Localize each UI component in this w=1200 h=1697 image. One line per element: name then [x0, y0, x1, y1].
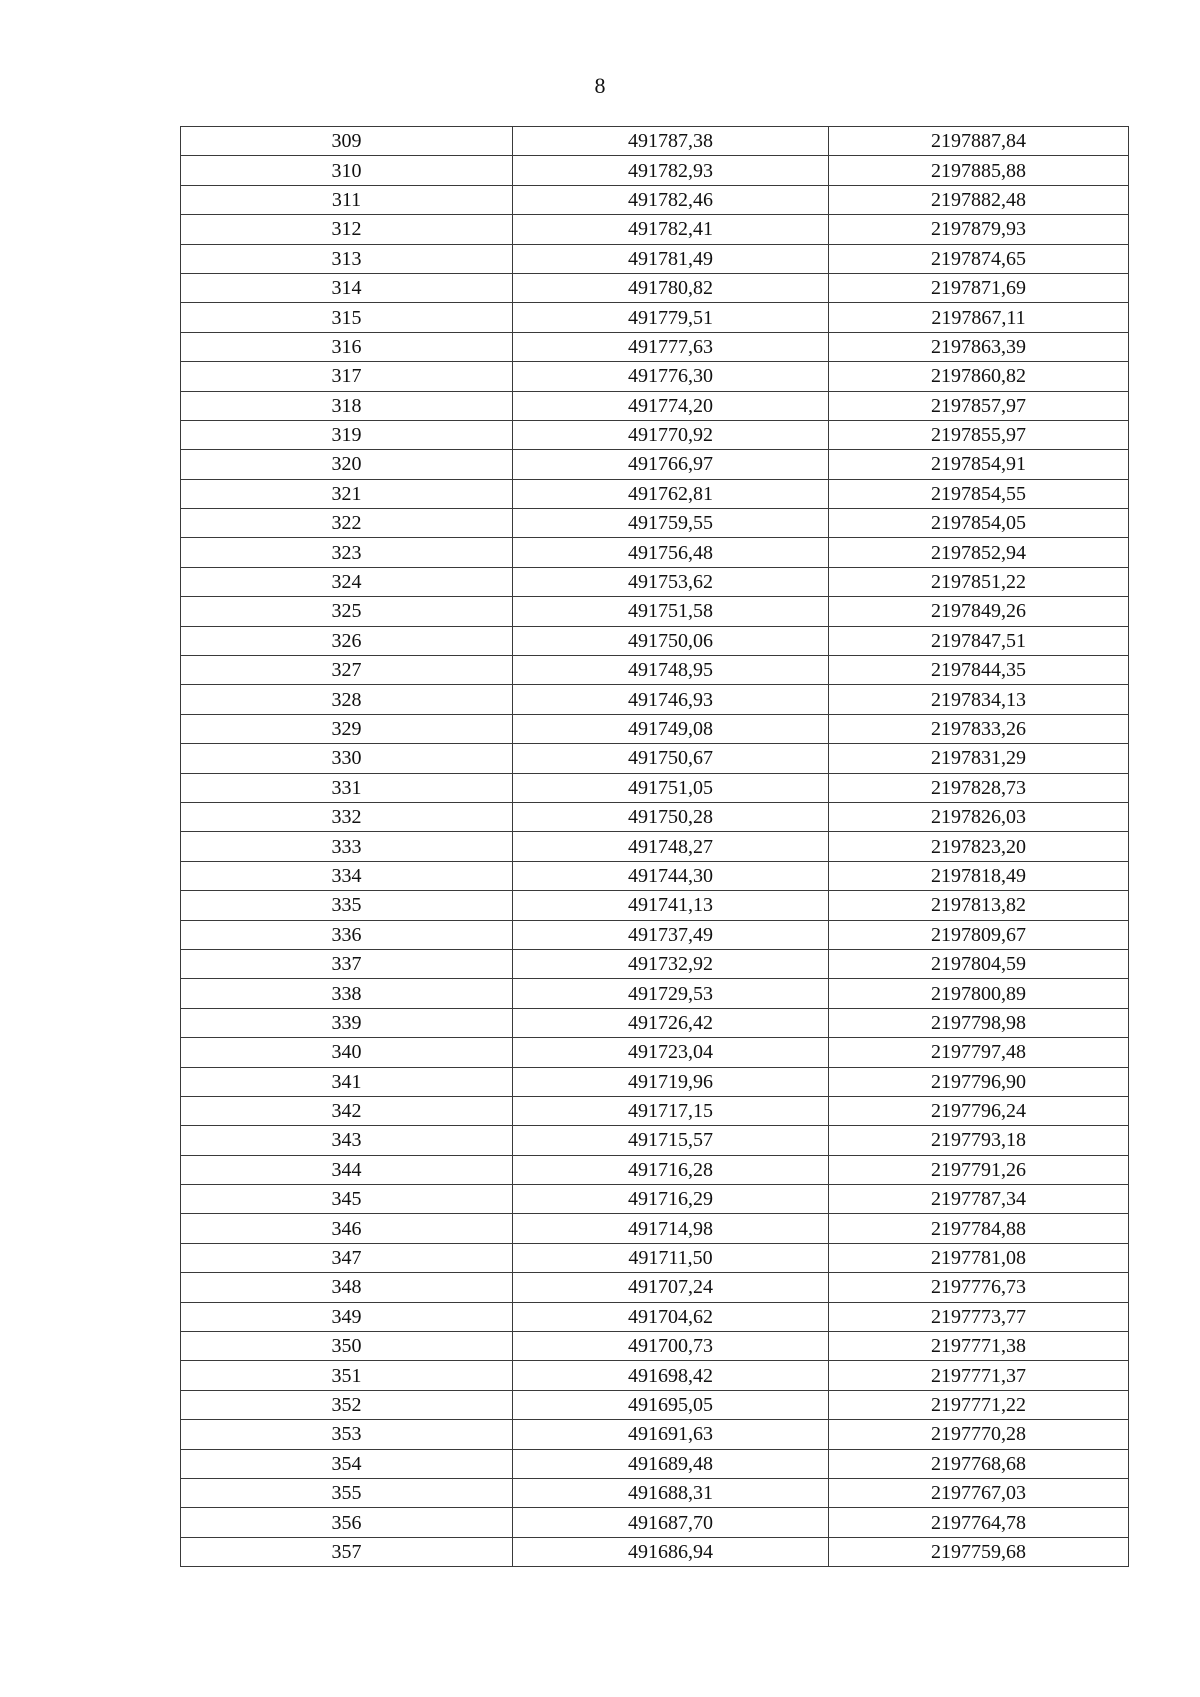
x-coordinate-cell: 491779,51 [513, 303, 829, 332]
x-coordinate-cell: 491759,55 [513, 509, 829, 538]
y-coordinate-cell: 2197767,03 [829, 1478, 1129, 1507]
point-number-cell: 324 [181, 567, 513, 596]
y-coordinate-cell: 2197809,67 [829, 920, 1129, 949]
x-coordinate-cell: 491782,41 [513, 215, 829, 244]
x-coordinate-cell: 491748,95 [513, 656, 829, 685]
point-number-cell: 326 [181, 626, 513, 655]
table-row [181, 1214, 1129, 1243]
x-coordinate-cell: 491686,94 [513, 1537, 829, 1566]
x-coordinate-cell: 491688,31 [513, 1478, 829, 1507]
x-coordinate-cell: 491707,24 [513, 1273, 829, 1302]
point-number-cell: 353 [181, 1420, 513, 1449]
x-coordinate-cell: 491726,42 [513, 1008, 829, 1037]
y-coordinate-cell: 2197823,20 [829, 832, 1129, 861]
point-number-cell: 334 [181, 861, 513, 890]
table-row [181, 626, 1129, 655]
table-row [181, 1390, 1129, 1419]
y-coordinate-cell: 2197860,82 [829, 362, 1129, 391]
table-row [181, 1096, 1129, 1125]
x-coordinate-cell: 491716,29 [513, 1185, 829, 1214]
x-coordinate-cell: 491753,62 [513, 567, 829, 596]
table-row [181, 656, 1129, 685]
y-coordinate-cell: 2197833,26 [829, 714, 1129, 743]
y-coordinate-cell: 2197773,77 [829, 1302, 1129, 1331]
table-row [181, 479, 1129, 508]
table-row [181, 215, 1129, 244]
x-coordinate-cell: 491782,46 [513, 185, 829, 214]
y-coordinate-cell: 2197791,26 [829, 1155, 1129, 1184]
y-coordinate-cell: 2197796,24 [829, 1096, 1129, 1125]
y-coordinate-cell: 2197828,73 [829, 773, 1129, 802]
x-coordinate-cell: 491780,82 [513, 273, 829, 302]
x-coordinate-cell: 491750,28 [513, 802, 829, 831]
y-coordinate-cell: 2197855,97 [829, 420, 1129, 449]
table-row [181, 273, 1129, 302]
page-number: 8 [594, 73, 606, 98]
table-row [181, 597, 1129, 626]
x-coordinate-cell: 491700,73 [513, 1332, 829, 1361]
table-row [181, 802, 1129, 831]
table-row [181, 891, 1129, 920]
y-coordinate-cell: 2197857,97 [829, 391, 1129, 420]
table-row [181, 362, 1129, 391]
point-number-cell: 336 [181, 920, 513, 949]
table-row [181, 1038, 1129, 1067]
table-row [181, 773, 1129, 802]
point-number-cell: 333 [181, 832, 513, 861]
y-coordinate-cell: 2197768,68 [829, 1449, 1129, 1478]
table-row [181, 1185, 1129, 1214]
x-coordinate-cell: 491774,20 [513, 391, 829, 420]
y-coordinate-cell: 2197854,05 [829, 509, 1129, 538]
y-coordinate-cell: 2197871,69 [829, 273, 1129, 302]
y-coordinate-cell: 2197867,11 [829, 303, 1129, 332]
x-coordinate-cell: 491691,63 [513, 1420, 829, 1449]
y-coordinate-cell: 2197847,51 [829, 626, 1129, 655]
y-coordinate-cell: 2197784,88 [829, 1214, 1129, 1243]
point-number-cell: 314 [181, 273, 513, 302]
table-row [181, 861, 1129, 890]
y-coordinate-cell: 2197834,13 [829, 685, 1129, 714]
point-number-cell: 330 [181, 744, 513, 773]
coordinates-table [180, 126, 1129, 1567]
x-coordinate-cell: 491782,93 [513, 156, 829, 185]
y-coordinate-cell: 2197804,59 [829, 949, 1129, 978]
x-coordinate-cell: 491781,49 [513, 244, 829, 273]
point-number-cell: 341 [181, 1067, 513, 1096]
y-coordinate-cell: 2197854,91 [829, 450, 1129, 479]
table-row [181, 979, 1129, 1008]
x-coordinate-cell: 491741,13 [513, 891, 829, 920]
table-row [181, 1361, 1129, 1390]
x-coordinate-cell: 491737,49 [513, 920, 829, 949]
point-number-cell: 310 [181, 156, 513, 185]
point-number-cell: 344 [181, 1155, 513, 1184]
y-coordinate-cell: 2197771,38 [829, 1332, 1129, 1361]
x-coordinate-cell: 491762,81 [513, 479, 829, 508]
table-row [181, 244, 1129, 273]
point-number-cell: 343 [181, 1126, 513, 1155]
x-coordinate-cell: 491756,48 [513, 538, 829, 567]
y-coordinate-cell: 2197826,03 [829, 802, 1129, 831]
table-row [181, 332, 1129, 361]
point-number-cell: 309 [181, 127, 513, 156]
x-coordinate-cell: 491717,15 [513, 1096, 829, 1125]
point-number-cell: 349 [181, 1302, 513, 1331]
point-number-cell: 327 [181, 656, 513, 685]
y-coordinate-cell: 2197818,49 [829, 861, 1129, 890]
point-number-cell: 328 [181, 685, 513, 714]
point-number-cell: 348 [181, 1273, 513, 1302]
table-row [181, 1067, 1129, 1096]
x-coordinate-cell: 491704,62 [513, 1302, 829, 1331]
x-coordinate-cell: 491715,57 [513, 1126, 829, 1155]
y-coordinate-cell: 2197854,55 [829, 479, 1129, 508]
x-coordinate-cell: 491716,28 [513, 1155, 829, 1184]
table-row [181, 450, 1129, 479]
x-coordinate-cell: 491776,30 [513, 362, 829, 391]
x-coordinate-cell: 491750,06 [513, 626, 829, 655]
point-number-cell: 317 [181, 362, 513, 391]
y-coordinate-cell: 2197797,48 [829, 1038, 1129, 1067]
point-number-cell: 335 [181, 891, 513, 920]
point-number-cell: 329 [181, 714, 513, 743]
point-number-cell: 325 [181, 597, 513, 626]
table-row [181, 1508, 1129, 1537]
y-coordinate-cell: 2197879,93 [829, 215, 1129, 244]
point-number-cell: 356 [181, 1508, 513, 1537]
y-coordinate-cell: 2197787,34 [829, 1185, 1129, 1214]
x-coordinate-cell: 491732,92 [513, 949, 829, 978]
y-coordinate-cell: 2197776,73 [829, 1273, 1129, 1302]
point-number-cell: 355 [181, 1478, 513, 1507]
point-number-cell: 319 [181, 420, 513, 449]
point-number-cell: 311 [181, 185, 513, 214]
point-number-cell: 354 [181, 1449, 513, 1478]
x-coordinate-cell: 491711,50 [513, 1243, 829, 1272]
table-row [181, 1302, 1129, 1331]
point-number-cell: 321 [181, 479, 513, 508]
table-row [181, 920, 1129, 949]
y-coordinate-cell: 2197882,48 [829, 185, 1129, 214]
x-coordinate-cell: 491766,97 [513, 450, 829, 479]
y-coordinate-cell: 2197800,89 [829, 979, 1129, 1008]
table-row [181, 949, 1129, 978]
point-number-cell: 323 [181, 538, 513, 567]
table-row [181, 567, 1129, 596]
x-coordinate-cell: 491714,98 [513, 1214, 829, 1243]
point-number-cell: 322 [181, 509, 513, 538]
table-row [181, 185, 1129, 214]
point-number-cell: 318 [181, 391, 513, 420]
y-coordinate-cell: 2197851,22 [829, 567, 1129, 596]
table-row [181, 1126, 1129, 1155]
x-coordinate-cell: 491723,04 [513, 1038, 829, 1067]
y-coordinate-cell: 2197770,28 [829, 1420, 1129, 1449]
x-coordinate-cell: 491750,67 [513, 744, 829, 773]
table-row [181, 714, 1129, 743]
point-number-cell: 342 [181, 1096, 513, 1125]
table-row [181, 1155, 1129, 1184]
point-number-cell: 346 [181, 1214, 513, 1243]
y-coordinate-cell: 2197796,90 [829, 1067, 1129, 1096]
table-row [181, 1537, 1129, 1566]
x-coordinate-cell: 491777,63 [513, 332, 829, 361]
y-coordinate-cell: 2197759,68 [829, 1537, 1129, 1566]
table-row [181, 1478, 1129, 1507]
x-coordinate-cell: 491698,42 [513, 1361, 829, 1390]
table-row [181, 1008, 1129, 1037]
table-row [181, 1332, 1129, 1361]
point-number-cell: 313 [181, 244, 513, 273]
point-number-cell: 332 [181, 802, 513, 831]
y-coordinate-cell: 2197793,18 [829, 1126, 1129, 1155]
x-coordinate-cell: 491749,08 [513, 714, 829, 743]
table-row [181, 303, 1129, 332]
y-coordinate-cell: 2197798,98 [829, 1008, 1129, 1037]
table-row [181, 832, 1129, 861]
y-coordinate-cell: 2197831,29 [829, 744, 1129, 773]
y-coordinate-cell: 2197844,35 [829, 656, 1129, 685]
table-row [181, 538, 1129, 567]
table-row [181, 420, 1129, 449]
coordinates-table-body [181, 127, 1129, 1567]
table-row [181, 1449, 1129, 1478]
x-coordinate-cell: 491687,70 [513, 1508, 829, 1537]
table-row [181, 1273, 1129, 1302]
point-number-cell: 339 [181, 1008, 513, 1037]
table-row [181, 391, 1129, 420]
point-number-cell: 338 [181, 979, 513, 1008]
y-coordinate-cell: 2197813,82 [829, 891, 1129, 920]
table-row [181, 1420, 1129, 1449]
table-row [181, 685, 1129, 714]
x-coordinate-cell: 491744,30 [513, 861, 829, 890]
point-number-cell: 352 [181, 1390, 513, 1419]
point-number-cell: 347 [181, 1243, 513, 1272]
y-coordinate-cell: 2197885,88 [829, 156, 1129, 185]
y-coordinate-cell: 2197771,37 [829, 1361, 1129, 1390]
y-coordinate-cell: 2197781,08 [829, 1243, 1129, 1272]
y-coordinate-cell: 2197887,84 [829, 127, 1129, 156]
x-coordinate-cell: 491729,53 [513, 979, 829, 1008]
point-number-cell: 340 [181, 1038, 513, 1067]
y-coordinate-cell: 2197874,65 [829, 244, 1129, 273]
point-number-cell: 320 [181, 450, 513, 479]
y-coordinate-cell: 2197863,39 [829, 332, 1129, 361]
point-number-cell: 337 [181, 949, 513, 978]
x-coordinate-cell: 491751,58 [513, 597, 829, 626]
y-coordinate-cell: 2197852,94 [829, 538, 1129, 567]
x-coordinate-cell: 491748,27 [513, 832, 829, 861]
table-row [181, 127, 1129, 156]
x-coordinate-cell: 491770,92 [513, 420, 829, 449]
point-number-cell: 357 [181, 1537, 513, 1566]
y-coordinate-cell: 2197771,22 [829, 1390, 1129, 1419]
table-row [181, 509, 1129, 538]
point-number-cell: 312 [181, 215, 513, 244]
x-coordinate-cell: 491689,48 [513, 1449, 829, 1478]
table-row [181, 1243, 1129, 1272]
table-row [181, 156, 1129, 185]
point-number-cell: 351 [181, 1361, 513, 1390]
x-coordinate-cell: 491695,05 [513, 1390, 829, 1419]
point-number-cell: 350 [181, 1332, 513, 1361]
x-coordinate-cell: 491746,93 [513, 685, 829, 714]
y-coordinate-cell: 2197849,26 [829, 597, 1129, 626]
point-number-cell: 331 [181, 773, 513, 802]
x-coordinate-cell: 491751,05 [513, 773, 829, 802]
point-number-cell: 315 [181, 303, 513, 332]
x-coordinate-cell: 491787,38 [513, 127, 829, 156]
y-coordinate-cell: 2197764,78 [829, 1508, 1129, 1537]
point-number-cell: 345 [181, 1185, 513, 1214]
point-number-cell: 316 [181, 332, 513, 361]
table-row [181, 744, 1129, 773]
x-coordinate-cell: 491719,96 [513, 1067, 829, 1096]
